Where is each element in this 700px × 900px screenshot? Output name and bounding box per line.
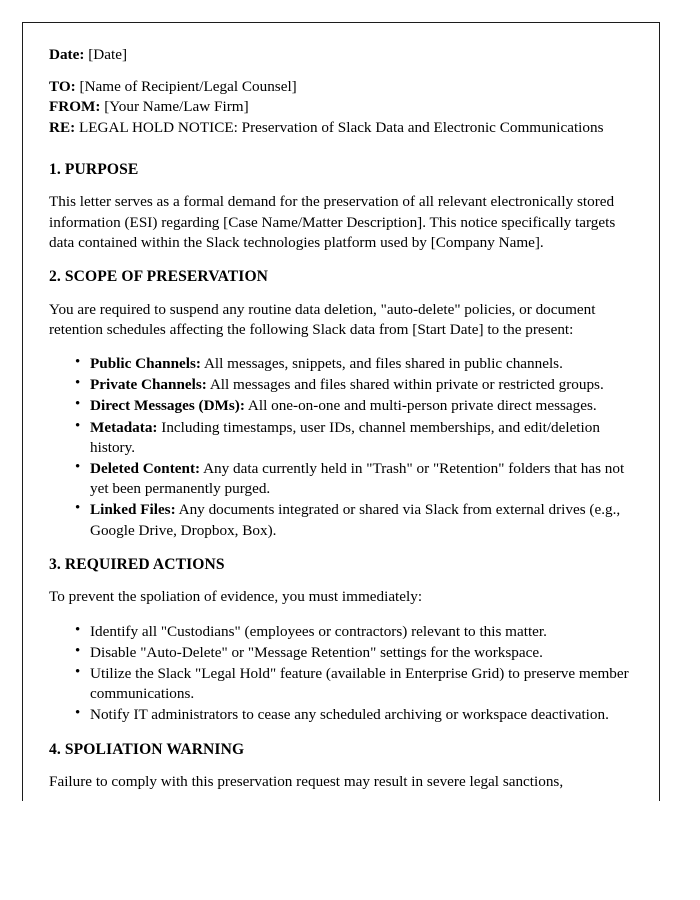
- bullet-text: Utilize the Slack "Legal Hold" feature (available in Enterprise Grid) to preserve member communications.: [90, 665, 629, 703]
- bullet-text: Any data currently held in "Trash" or "Retention" folders that has not yet been permanently purged.: [90, 460, 625, 498]
- date-line: [49, 45, 633, 65]
- re-value: LEGAL HOLD NOTICE: Preservation of Slack Data and Electronic Communications: [78, 118, 604, 136]
- bullet-text: Including timestamps, user IDs, channel memberships, and edit/deletion history.: [90, 418, 600, 456]
- list-item: [90, 705, 633, 725]
- recipient-block: [49, 77, 633, 138]
- header-spacer: [49, 150, 633, 160]
- scope-bullet-list: [49, 354, 633, 541]
- bullet-text: Notify IT administrators to cease any scheduled archiving or workspace deactivation.: [90, 706, 609, 724]
- document-page: [22, 22, 660, 801]
- bullet-text: All messages, snippets, and files shared in public channels.: [203, 354, 563, 372]
- section-heading-required-actions: 3. REQUIRED ACTIONS: [49, 555, 225, 573]
- list-item: [90, 418, 633, 458]
- bullet-label: Private Channels:: [90, 376, 207, 394]
- required-actions-bullet-list: [49, 622, 633, 726]
- bullet-label: Public Channels:: [90, 354, 201, 372]
- section-paragraph-scope: You are required to suspend any routine data deletion, "auto-delete" policies, or document retention schedules affecting the following Slack data from [Start Date] to the present:: [49, 300, 596, 338]
- to-line: [49, 77, 633, 97]
- list-item: [90, 643, 633, 663]
- list-item: [90, 375, 633, 395]
- bullet-label: Linked Files:: [90, 501, 176, 519]
- date-value: [Date]: [88, 46, 128, 63]
- list-item: [90, 500, 633, 540]
- date-label: Date:: [49, 46, 85, 63]
- re-line: [49, 118, 633, 138]
- section-heading-purpose: 1. PURPOSE: [49, 160, 139, 178]
- section-paragraph-purpose: This letter serves as a formal demand for the preservation of all relevant electronically stored information (ESI) regarding [Case Name/Matter Description]. This notice specifically targets data contained within the Slack technologies platform used by [Company Name].: [49, 193, 616, 251]
- from-label: FROM:: [49, 98, 101, 116]
- bullet-label: Deleted Content:: [90, 460, 201, 478]
- to-label: TO:: [49, 78, 76, 96]
- section-paragraph-required-actions: To prevent the spoliation of evidence, you must immediately:: [49, 588, 423, 606]
- from-value: [Your Name/Law Firm]: [104, 98, 249, 116]
- bullet-text: All messages and files shared within private or restricted groups.: [209, 376, 604, 394]
- bullet-text: Any documents integrated or shared via Slack from external drives (e.g., Google Drive, Dropbox, Box).: [90, 501, 621, 539]
- to-value: [Name of Recipient/Legal Counsel]: [79, 78, 297, 96]
- bullet-text: Disable "Auto-Delete" or "Message Retention" settings for the workspace.: [90, 643, 543, 661]
- section-paragraph-spoliation-warning: Failure to comply with this preservation request may result in severe legal sanctions,: [49, 773, 564, 791]
- section-heading-spoliation-warning: 4. SPOLIATION WARNING: [49, 740, 245, 758]
- bullet-label: Metadata:: [90, 418, 158, 436]
- list-item: [90, 622, 633, 642]
- re-label: RE:: [49, 118, 76, 136]
- section-heading-scope: 2. SCOPE OF PRESERVATION: [49, 268, 269, 286]
- bullet-label: Direct Messages (DMs):: [90, 397, 245, 415]
- list-item: [90, 459, 633, 499]
- bullet-text: All one-on-one and multi-person private direct messages.: [247, 397, 597, 415]
- from-line: [49, 97, 633, 117]
- document-body: [23, 23, 659, 801]
- bullet-text: Identify all "Custodians" (employees or contractors) relevant to this matter.: [90, 622, 547, 640]
- list-item: [90, 664, 633, 704]
- list-item: [90, 354, 633, 374]
- list-item: [90, 396, 633, 416]
